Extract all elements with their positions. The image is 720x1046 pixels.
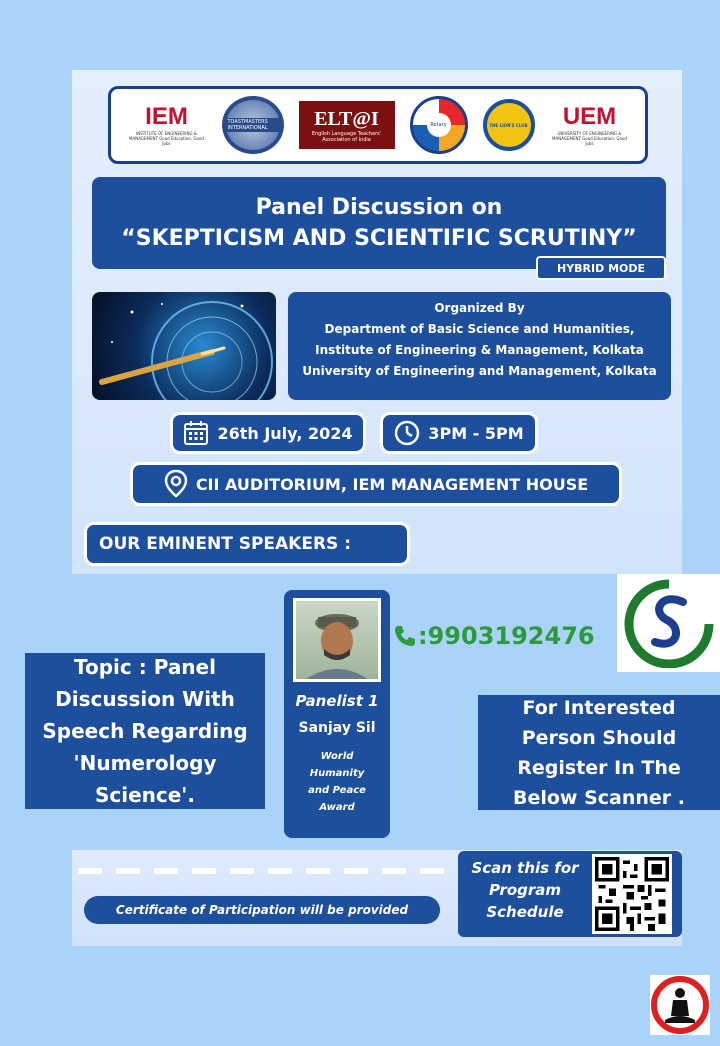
mode-badge: HYBRID MODE bbox=[536, 256, 666, 280]
eltai-logo: ELT@I English Language Teachers' Association of India bbox=[299, 101, 395, 149]
iem-logo: IEM INSTITUTE OF ENGINEERING & MANAGEMENT Good Education, Good Jobs bbox=[129, 102, 204, 146]
uem-logo: UEM UNIVERSITY OF ENGINEERING & MANAGEMENT Good Education, Good Jobs bbox=[552, 102, 627, 146]
rotary-logo: Rotary bbox=[410, 96, 468, 154]
logo-strip bbox=[108, 86, 648, 164]
panelist-name: Sanjay Sil bbox=[298, 720, 376, 736]
topic-box: Topic : Panel Discussion With Speech Regarding 'Numerology Science'. bbox=[25, 653, 265, 809]
qr-code[interactable] bbox=[592, 854, 672, 934]
meditation-figure-icon bbox=[651, 976, 709, 1034]
date-pill bbox=[170, 412, 366, 454]
s-logo bbox=[617, 574, 720, 672]
lions-club-logo: THE LION'S CLUB bbox=[483, 99, 535, 151]
panelist-card bbox=[284, 590, 390, 838]
clock-icon bbox=[394, 420, 420, 446]
s-emblem-icon bbox=[621, 578, 717, 668]
calendar-icon bbox=[183, 420, 209, 446]
dashed-divider bbox=[78, 868, 458, 874]
qr-code-icon bbox=[595, 857, 669, 931]
organizer-line-2: Institute of Engineering & Management, Kolkata bbox=[315, 343, 644, 357]
person-avatar-icon bbox=[296, 601, 378, 679]
phone-icon bbox=[392, 623, 418, 649]
speakers-heading: OUR EMINENT SPEAKERS : bbox=[84, 522, 410, 566]
phone-number: :9903192476 bbox=[418, 622, 595, 650]
corner-logo bbox=[650, 975, 710, 1035]
zodiac-wheel-illustration bbox=[92, 292, 276, 400]
register-box: For Interested Person Should Register In The Below Scanner . bbox=[478, 695, 720, 810]
panelist-award: World Humanity and Peace Award bbox=[308, 751, 366, 813]
scan-text: Scan this for Program Schedule bbox=[471, 859, 579, 921]
toastmasters-logo: TOASTMASTERS INTERNATIONAL bbox=[222, 96, 284, 154]
location-pin-icon bbox=[164, 469, 188, 499]
event-venue: CII AUDITORIUM, IEM MANAGEMENT HOUSE bbox=[195, 474, 589, 494]
event-date: 26th July, 2024 bbox=[217, 423, 353, 443]
scan-box bbox=[458, 851, 682, 937]
organizer-line-1: Department of Basic Science and Humanities, bbox=[324, 322, 635, 336]
time-pill bbox=[380, 412, 538, 454]
title-line-1: Panel Discussion on bbox=[255, 195, 503, 220]
contact-phone[interactable] bbox=[392, 616, 595, 656]
venue-pill bbox=[130, 462, 622, 506]
panelist-photo bbox=[293, 598, 381, 682]
panelist-role: Panelist 1 bbox=[295, 692, 379, 710]
zodiac-image bbox=[92, 292, 276, 400]
organizer-box bbox=[288, 292, 671, 400]
title-line-2: “SKEPTICISM AND SCIENTIFIC SCRUTINY” bbox=[121, 226, 637, 251]
event-time: 3PM - 5PM bbox=[428, 423, 524, 443]
certificate-note: Certificate of Participation will be provided bbox=[84, 896, 440, 924]
organizer-line-3: University of Engineering and Management, Kolkata bbox=[302, 364, 657, 378]
organizer-heading: Organized By bbox=[434, 301, 525, 315]
